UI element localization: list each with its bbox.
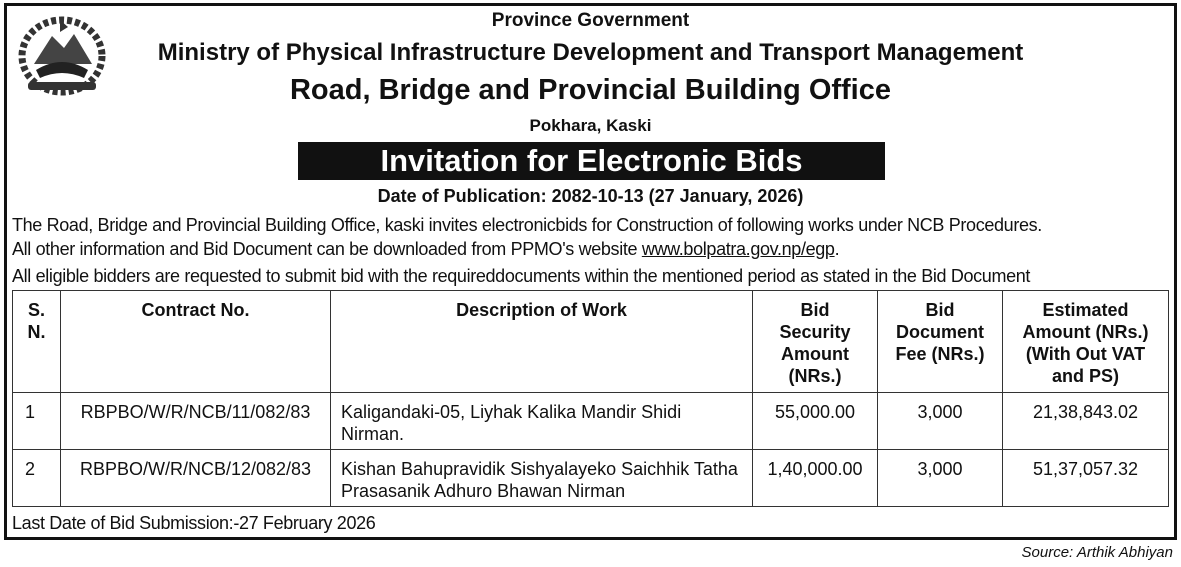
col-bid-security: Bid Security Amount (NRs.) <box>753 291 878 393</box>
cell-description: Kishan Bahupravidik Sishyalayeko Saichhik Tatha Prasasanik Adhuro Bhawan Nirman <box>331 450 753 507</box>
cell-contract-no: RBPBO/W/R/NCB/11/082/83 <box>61 393 331 450</box>
intro-paragraph-2 <box>12 239 839 260</box>
col-document-fee: Bid Document Fee (NRs.) <box>878 291 1003 393</box>
table-header-row <box>13 291 1169 393</box>
cell-estimated-amount: 21,38,843.02 <box>1003 393 1169 450</box>
col-sn: S. N. <box>13 291 61 393</box>
cell-contract-no: RBPBO/W/R/NCB/12/082/83 <box>61 450 331 507</box>
intro-paragraph-1: The Road, Bridge and Provincial Building Office, kaski invites electronicbids for Construction of following works under NCB Procedures. <box>12 215 1042 235</box>
banner-title: Invitation for Electronic Bids <box>298 142 885 180</box>
last-submission-date: Last Date of Bid Submission:-27 February 2026 <box>12 513 376 533</box>
col-contract-no: Contract No. <box>61 291 331 393</box>
intro-suffix: . <box>834 239 840 259</box>
cell-sn: 2 <box>13 450 61 507</box>
table-row <box>13 450 1169 507</box>
cell-document-fee: 3,000 <box>878 450 1003 507</box>
header-ministry: Ministry of Physical Infrastructure Development and Transport Management <box>157 39 1024 66</box>
intro-text: All other information and Bid Document can be downloaded from PPMO's website <box>12 239 642 259</box>
bids-table <box>12 290 1169 507</box>
cell-bid-security: 1,40,000.00 <box>753 450 878 507</box>
source-credit: Source: Arthik Abhiyan <box>1021 544 1173 561</box>
cell-sn: 1 <box>13 393 61 450</box>
intro-paragraph-3: All eligible bidders are requested to submit bid with the requireddocuments within the mentioned period as stated in the Bid Document <box>12 266 1031 286</box>
cell-description: Kaligandaki-05, Liyhak Kalika Mandir Shidi Nirman. <box>331 393 753 450</box>
ppmo-website-link[interactable]: www.bolpatra.gov.np/egp <box>641 239 835 259</box>
col-description: Description of Work <box>331 291 753 393</box>
header-location: Pokhara, Kaski <box>529 116 652 135</box>
cell-estimated-amount: 51,37,057.32 <box>1003 450 1169 507</box>
header-province: Province Government <box>491 10 690 31</box>
cell-bid-security: 55,000.00 <box>753 393 878 450</box>
header-office: Road, Bridge and Provincial Building Office <box>289 74 891 106</box>
table-row <box>13 393 1169 450</box>
cell-document-fee: 3,000 <box>878 393 1003 450</box>
publication-date: Date of Publication: 2082-10-13 (27 January, 2026) <box>377 186 804 206</box>
col-estimated-amount: Estimated Amount (NRs.) (With Out VAT and PS) <box>1003 291 1169 393</box>
